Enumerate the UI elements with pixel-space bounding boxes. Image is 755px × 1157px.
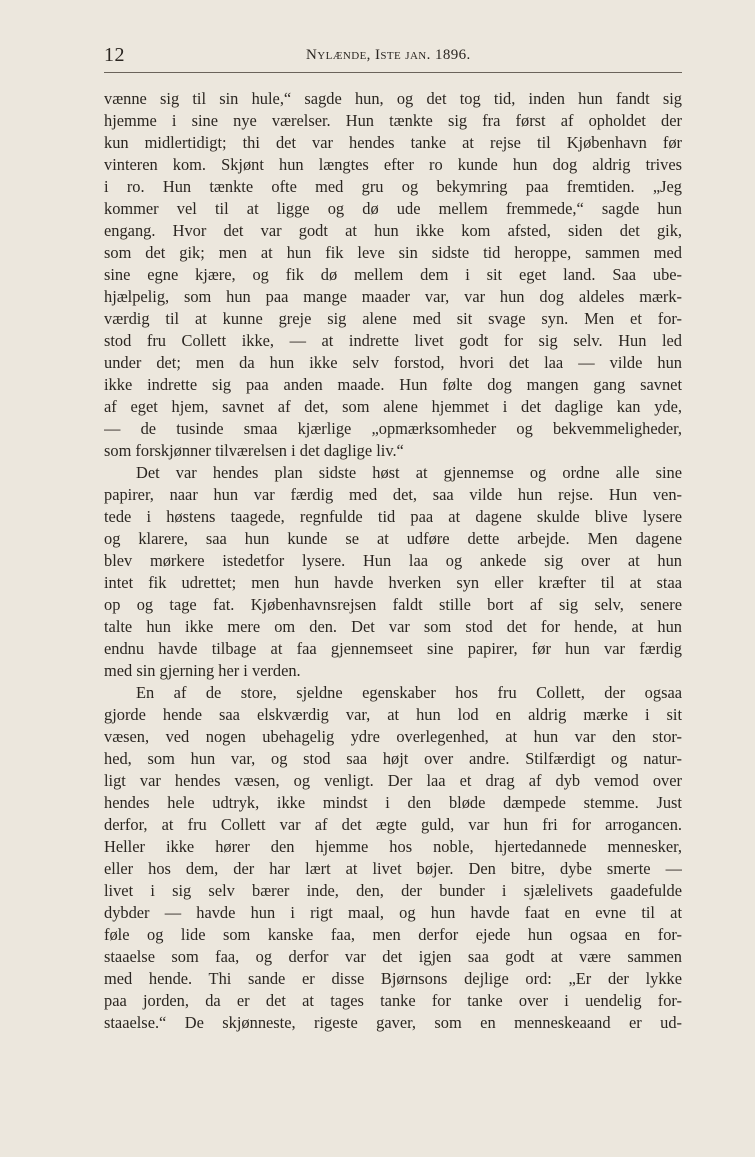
text-line: af eget hjem, savnet af det, som alene hjemmet i det daglige kan yde,: [104, 397, 682, 416]
text-line: hjemme i sine nye værelser. Hun tænkte sig fra først af opholdet der: [104, 111, 682, 130]
text-line: stod fru Collett ikke, — at indrette livet godt for sig selv. Hun led: [104, 331, 682, 350]
text-line: værdig til at kunne greje sig alene med sit svage syn. Men et for-: [104, 309, 682, 328]
body-text: [104, 88, 682, 1034]
text-line: hed, som hun var, og stod saa højt over andre. Stilfærdigt og natur-: [104, 749, 682, 768]
text-line: hendes hele udtryk, ikke mindst i den bløde dæmpede stemme. Just: [104, 793, 682, 812]
text-line: endnu havde tilbage at faa gjennemseet sine papirer, før hun var færdig: [104, 639, 682, 658]
text-line: derfor, at fru Collett var af det ægte guld, var hun fri for arrogancen.: [104, 815, 682, 834]
text-line: engang. Hvor det var godt at hun ikke kom afsted, siden det gik,: [104, 221, 682, 240]
running-head: Nylænde, Iste jan. 1896.: [306, 47, 471, 63]
text-line: sine egne kjære, og fik dø mellem dem i sit eget land. Saa ube-: [104, 265, 682, 284]
text-line: dybder — havde hun i rigt maal, og hun havde faat en evne til at: [104, 903, 682, 922]
text-line: under det; men da hun ikke selv forstod, hvori det laa — vilde hun: [104, 353, 682, 372]
text-line: En af de store, sjeldne egenskaber hos fru Collett, der ogsaa: [136, 683, 682, 702]
text-line: talte hun ikke mere om den. Det var som stod det for hende, at hun: [104, 617, 682, 636]
text-line: med sin gjerning her i verden.: [104, 661, 301, 680]
text-line: og klarere, saa hun kunde se at udføre dette arbejde. Men dagene: [104, 529, 682, 548]
text-line: livet i sig selv bærer inde, den, der bunder i sjælelivets gaadefulde: [104, 881, 682, 900]
text-line: væsen, ved nogen ubehagelig ydre overlegenhed, at hun var den stor-: [104, 727, 682, 746]
text-line: hjælpelig, som hun paa mange maader var, var hun dog aldeles mærk-: [104, 287, 682, 306]
text-line: som det gik; men at hun fik leve sin sidste tid heroppe, sammen med: [104, 243, 682, 262]
text-line: ligt var hendes væsen, og venligt. Der laa et drag af dyb vemod over: [104, 771, 682, 790]
text-line: op og tage fat. Kjøbenhavnsrejsen faldt stille bort af sig selv, senere: [104, 595, 682, 614]
text-line: tede i høstens taagede, regnfulde tid paa at dagene skulde blive lysere: [104, 507, 682, 526]
text-line: — de tusinde smaa kjærlige „opmærksomheder og bekvemmeligheder,: [104, 419, 682, 438]
text-line: med hende. Thi sande er disse Bjørnsons dejlige ord: „Er der lykke: [104, 969, 682, 988]
text-line: i ro. Hun tænkte ofte med gru og bekymring paa fremtiden. „Jeg: [104, 177, 682, 196]
text-line: Det var hendes plan sidste høst at gjennemse og ordne alle sine: [136, 463, 682, 482]
text-line: paa jorden, da er det at tages tanke for tanke over i uendelig for-: [104, 991, 682, 1010]
text-line: gjorde hende saa elskværdig var, at hun lod en aldrig mærke i sit: [104, 705, 682, 724]
text-line: blev mørkere istedetfor lysere. Hun laa og ankede sig over at hun: [104, 551, 682, 570]
text-line: ikke indrette sig paa anden maade. Hun følte dog mangen gang savnet: [104, 375, 682, 394]
page-header: [104, 44, 682, 73]
text-line: som forskjønner tilværelsen i det daglige liv.“: [104, 441, 404, 460]
text-line: vænne sig til sin hule,“ sagde hun, og det tog tid, inden hun fandt sig: [104, 89, 682, 108]
text-line: føle og lide som kanske faa, men derfor ejede hun ogsaa en for-: [104, 925, 682, 944]
text-line: eller hos dem, der har lært at livet bøjer. Den bitre, dybe smerte —: [104, 859, 682, 878]
text-line: intet fik udrettet; men hun havde hverken syn eller kræfter til at staa: [104, 573, 682, 592]
text-line: kun midlertidigt; thi det var hendes tanke at rejse til Kjøbenhavn før: [104, 133, 682, 152]
text-line: staaelse.“ De skjønneste, rigeste gaver, som en menneskeaand er ud-: [104, 1013, 682, 1032]
text-line: vinteren kom. Skjønt hun længtes efter ro kunde hun dog aldrig trives: [104, 155, 682, 174]
text-line: Heller ikke hører den hjemme hos noble, hjertedannede mennesker,: [104, 837, 682, 856]
text-line: kommer vel til at ligge og dø ude mellem fremmede,“ sagde hun: [104, 199, 682, 218]
page-number: 12: [104, 44, 125, 66]
text-line: staaelse som faa, og derfor var det igjen saa godt at være sammen: [104, 947, 682, 966]
text-line: papirer, naar hun var færdig med det, saa vilde hun rejse. Hun ven-: [104, 485, 682, 504]
